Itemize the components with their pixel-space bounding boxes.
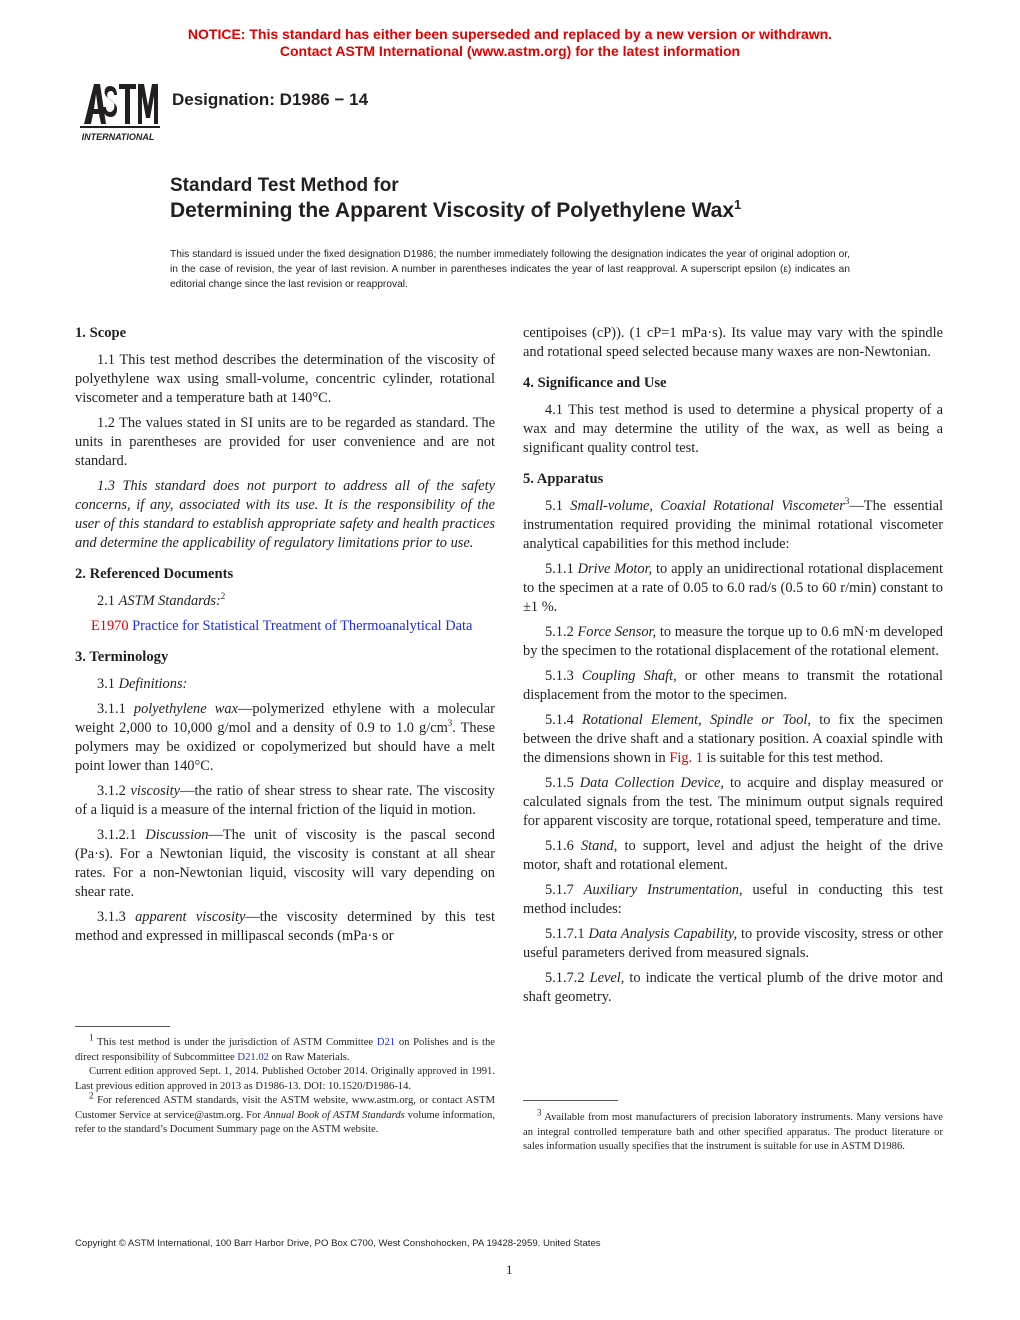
section-heading-referenced-documents: 2. Referenced Documents [75, 566, 234, 582]
logo-wordmark: INTERNATIONAL [81, 132, 155, 142]
paragraph-5-1-6 [523, 837, 943, 875]
para-number: 5.1.7 [545, 882, 584, 898]
paragraph-4-1: 4.1 This test method is used to determine a physical property of a wax and may determine the utility of the wax, as well as being a significant quality control test. [523, 402, 943, 456]
para-number: 5.1.6 [545, 838, 581, 854]
term: Data Analysis Capability, [588, 926, 738, 942]
paragraph-text: or other means to transmit the rotational displacement from the motor to the specimen. [523, 668, 943, 703]
term: Drive Motor, [577, 561, 653, 577]
paragraph-3-1-2-1 [75, 826, 495, 902]
designation: Designation: D1986 − 14 [172, 90, 369, 109]
title-footnote-ref[interactable]: 1 [734, 197, 742, 212]
paragraph-text: to provide viscosity, stress or other useful parameters derived from measured signals. [523, 926, 943, 961]
notice-line-2: Contact ASTM International (www.astm.org) for the latest information [279, 43, 741, 59]
footnotes-right [523, 1107, 943, 1155]
issuance-note: This standard is issued under the fixed designation D1986; the number immediately following the designation indicates the year of original adoption or, in the case of revision, the year of last revision. A number in parentheses indicates the year of last reapproval. A superscript epsilon (ε) indicates an editorial change since the last revision or reapproval. [170, 249, 850, 290]
paragraph-5-1-1 [523, 560, 943, 617]
paragraph-1-3: 1.3 This standard does not purport to address all of the safety concerns, if any, associated with its use. It is the responsibility of the user of this standard to establish appropriate safety and health practices and determine the applicability of regulatory limitations prior to use. [75, 478, 495, 551]
paragraph-5-1-5 [523, 774, 943, 831]
copyright-line: Copyright © ASTM International, 100 Barr Harbor Drive, PO Box C700, West Conshohocken, PA 19428-2959. United States [75, 1238, 601, 1249]
para-number: 5.1.7.1 [545, 926, 589, 942]
footnote-divider-right [523, 1100, 618, 1101]
paragraph-3-1-2 [75, 782, 495, 820]
term: Stand, [580, 838, 618, 854]
para-number: 3.1.1 [97, 701, 134, 717]
term: polyethylene wax [133, 701, 238, 717]
section-heading-scope: 1. Scope [75, 325, 127, 341]
footnote-ref-2[interactable]: 2 [220, 591, 226, 602]
supersession-notice [0, 26, 1020, 60]
paragraph-continued: centipoises (cP)). (1 cP=1 mPa·s). Its value may vary with the spindle and rotational speed selected because many waxes are non-Newtonian. [523, 325, 943, 360]
para-number: 3.1.3 [97, 909, 136, 925]
para-number: 2.1 [97, 593, 119, 609]
para-number: 5.1.3 [545, 668, 582, 684]
term: Rotational Element, Spindle or Tool, [582, 712, 812, 728]
section-heading-terminology: 3. Terminology [75, 649, 169, 665]
notice-line-1: NOTICE: This standard has either been superseded and replaced by a new version or withdrawn. [187, 26, 833, 42]
para-number: 5.1.1 [545, 561, 578, 577]
title-line-1: Standard Test Method for [170, 175, 399, 196]
paragraph-1-2: 1.2 The values stated in SI units are to be regarded as standard. The units in parentheses are provided for user convenience and are not standard. [75, 415, 495, 469]
footnote-text: Available from most manufacturers of precision laboratory instruments. Many versions have an integral controlled temperature bath and other specified apparatus. The product literature or sales information usually specifies that the instrument is suitable for use in ASTM D1986. [523, 1112, 943, 1152]
paragraph-text: to apply an unidirectional rotational displacement to the specimen at a rate of 0.05 to 6.0 rad/s (0.5 to 60 r/min) constant to ±1 %. [523, 561, 943, 615]
footnote-text: For referenced ASTM standards, visit the ASTM website, www.astm.org, or contact ASTM Customer Service at service@astm.org. For [75, 1095, 495, 1121]
right-column [523, 324, 943, 1013]
document-title [170, 174, 741, 224]
title-main: Determining the Apparent Viscosity of Polyethylene Wax [170, 199, 735, 222]
reference-e1970[interactable] [75, 617, 495, 636]
astm-standards-label: ASTM Standards: [118, 593, 221, 609]
footnote-text: on Raw Materials. [268, 1051, 350, 1063]
term: Small-volume, Coaxial Rotational Viscometer [570, 498, 845, 514]
paragraph-text: to indicate the vertical plumb of the drive motor and shaft geometry. [523, 970, 944, 1005]
reference-title-link[interactable]: Practice for Statistical Treatment of Thermoanalytical Data [128, 618, 473, 634]
paragraph-text: to acquire and display measured or calculated signals from the test. The minimum output signals required for apparent viscosity are torque, rotational speed, temperature and time. [523, 775, 943, 829]
reference-code-link[interactable]: E1970 [91, 618, 129, 634]
footnote-marker: 3 [537, 1107, 542, 1118]
para-number: 3.1.2 [97, 783, 131, 799]
footnote-italic: Annual Book of ASTM Standards [263, 1109, 405, 1121]
definition-text: . These polymers may be oxidized or copolymerized but should have a melt point lower than 140°C. [75, 720, 495, 774]
paragraph-3-1-1 [75, 700, 495, 776]
subcommittee-d21-02-link[interactable]: D21.02 [237, 1051, 269, 1063]
term: Data Collection Device, [579, 775, 725, 791]
paragraph-text: to support, level and adjust the height of the drive motor, shaft and rotational element. [523, 838, 943, 873]
paragraph-2-1 [75, 592, 495, 611]
footnotes-left [75, 1032, 495, 1138]
footnote-3 [523, 1107, 943, 1155]
footnote-2 [75, 1090, 495, 1138]
definition-text: —The unit of viscosity is the pascal second (Pa·s). For a Newtonian liquid, the viscosity is constant at all shear rates. For a non-Newtonian liquid, viscosity will vary depending on shear rate. [75, 827, 495, 900]
paragraph-3-1-3 [75, 908, 495, 946]
definition-text: —polymerized ethylene with a molecular weight 2,000 to 10,000 g/mol and a density of 0.9 to 1.0 g/cm [75, 701, 495, 736]
footnote-marker: 1 [89, 1032, 94, 1043]
para-number: 5.1.4 [545, 712, 582, 728]
paragraph-text: is suitable for this test method. [702, 750, 884, 766]
paragraph-5-1 [523, 497, 943, 554]
footnote-text: volume information, refer to the standard’s Document Summary page on the ASTM website. [75, 1109, 495, 1135]
para-number: 5.1 [545, 498, 571, 514]
term: Discussion [145, 827, 209, 843]
page-number: 1 [506, 1262, 513, 1277]
section-heading-apparatus: 5. Apparatus [523, 471, 604, 487]
paragraph-1-1: 1.1 This test method describes the determination of the viscosity of polyethylene wax using small-volume, concentric cylinder, rotational viscometer and a temperature bath at 140°C. [75, 352, 495, 406]
term: viscosity [130, 783, 181, 799]
footnote-1 [75, 1032, 495, 1065]
term: apparent viscosity [135, 909, 246, 925]
footnote-marker: 2 [89, 1090, 94, 1101]
figure-1-link[interactable]: Fig. 1 [669, 750, 703, 766]
footnote-1-edition: Current edition approved Sept. 1, 2014. Published October 2014. Originally approved in 1991. Last previous edition approved in 2013 as D1986-13. DOI: 10.1520/D1986-14. [75, 1066, 495, 1092]
paragraph-5-1-7-1 [523, 925, 943, 963]
footnote-divider-left [75, 1026, 170, 1027]
para-number: 5.1.7.2 [545, 970, 590, 986]
paragraph-5-1-2 [523, 623, 943, 661]
title-line-2 [170, 198, 741, 224]
paragraph-5-1-7 [523, 881, 943, 919]
paragraph-text: to measure the torque up to 0.6 mN·m developed by the specimen to the rotational displacement of the rotational element. [523, 624, 943, 659]
footnote-text: on Polishes and is the direct responsibility of Subcommittee [75, 1037, 495, 1063]
paragraph-5-1-7-2 [523, 969, 943, 1007]
para-number: 5.1.5 [545, 775, 580, 791]
paragraph-5-1-3 [523, 667, 943, 705]
para-number: 3.1.2.1 [97, 827, 146, 843]
paragraph-text: useful in conducting this test method includes: [523, 882, 943, 917]
term: Force Sensor, [577, 624, 657, 640]
section-heading-significance: 4. Significance and Use [523, 375, 667, 391]
astm-logo-icon [76, 76, 160, 146]
definition-text: —the ratio of shear stress to shear rate. The viscosity of a liquid is a measure of the internal friction of the liquid in motion. [75, 783, 495, 818]
astm-logo [76, 76, 160, 146]
definitions-label: Definitions: [118, 676, 188, 692]
term: Level, [589, 970, 625, 986]
paragraph-text: —The essential instrumentation required providing the minimal rotational viscometer analytical capabilities for this method include: [523, 498, 943, 552]
term: Coupling Shaft, [581, 668, 677, 684]
definition-text: —the viscosity determined by this test method and expressed in millipascal seconds (mPa·s or [75, 909, 495, 944]
term: Auxiliary Instrumentation, [583, 882, 743, 898]
committee-d21-link[interactable]: D21 [376, 1037, 396, 1048]
paragraph-text: to fix the specimen between the drive shaft and a stationary position. A coaxial spindle with the dimensions shown in [523, 712, 943, 766]
para-number: 5.1.2 [545, 624, 578, 640]
superscript: 3 [447, 718, 453, 729]
footnote-ref-3[interactable]: 3 [844, 496, 850, 507]
para-number: 3.1 [97, 676, 119, 692]
footnote-text: This test method is under the jurisdiction of ASTM Committee [93, 1037, 377, 1048]
paragraph-3-1 [75, 675, 495, 694]
left-column [75, 324, 495, 952]
paragraph-5-1-4 [523, 711, 943, 768]
